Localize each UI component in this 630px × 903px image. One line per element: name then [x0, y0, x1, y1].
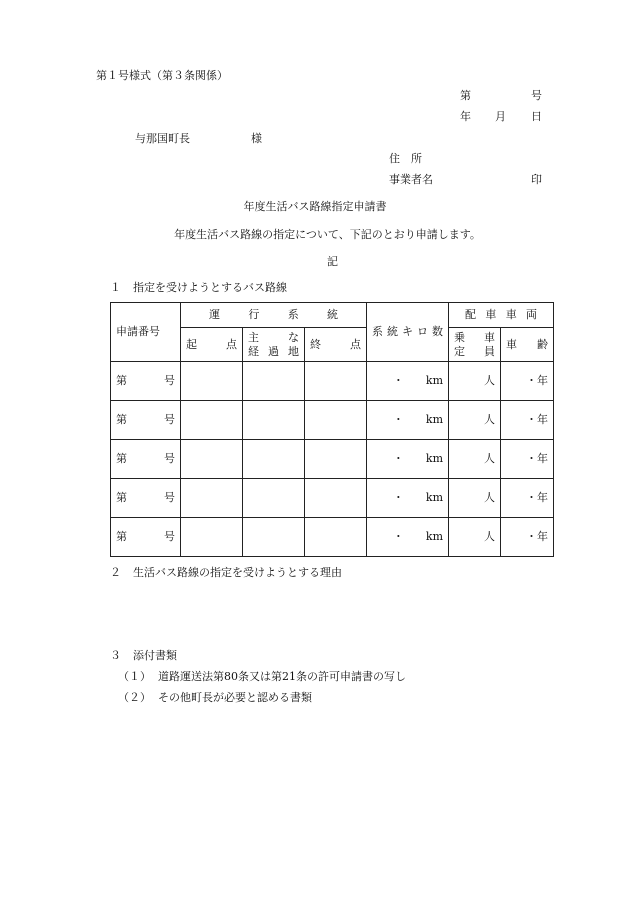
row-start-point	[181, 440, 243, 479]
date-year: 年	[460, 110, 471, 123]
header-vehicle-age: 車 齢	[501, 328, 554, 362]
row-route-km: ・ km	[367, 479, 449, 518]
row-capacity: 人	[449, 440, 501, 479]
document-title: 年度生活バス路線指定申請書	[243, 200, 387, 213]
row-start-point	[181, 479, 243, 518]
row-route-km: ・ km	[367, 518, 449, 557]
date-day: 日	[531, 110, 542, 123]
section3-number: ３	[110, 649, 121, 662]
row-route-km: ・ km	[367, 440, 449, 479]
header-start-point: 起 点	[181, 328, 243, 362]
header-route-km: 系 統 キ ロ 数	[367, 303, 449, 362]
row-end-point	[305, 401, 367, 440]
row-vehicle-age: ・年	[501, 518, 554, 557]
row-capacity: 人	[449, 401, 501, 440]
intro-sentence: 年度生活バス路線の指定について、下記のとおり申請します。	[174, 228, 481, 241]
row-end-point	[305, 479, 367, 518]
applicant-address-label: 住 所	[389, 152, 422, 165]
header-end-point: 終 点	[305, 328, 367, 362]
date-month: 月	[495, 110, 506, 123]
seal-mark: 印	[531, 173, 542, 186]
section1-title: 指定を受けようとするバス路線	[133, 281, 287, 294]
form-label: 第１号様式（第３条関係）	[96, 69, 228, 82]
row-end-point	[305, 362, 367, 401]
table-row	[111, 362, 554, 401]
addressee-honorific: 様	[251, 132, 262, 145]
row-vehicle-age: ・年	[501, 479, 554, 518]
attachment-item-text: その他町長が必要と認める書類	[158, 691, 312, 704]
table-row	[111, 401, 554, 440]
attachment-item-number: （１）	[118, 670, 151, 683]
header-main-via: 主 な 経 過 地	[243, 328, 305, 362]
header-application-number: 申請番号	[111, 303, 181, 362]
row-capacity: 人	[449, 479, 501, 518]
table-row	[111, 440, 554, 479]
row-end-point	[305, 518, 367, 557]
row-vehicle-age: ・年	[501, 362, 554, 401]
section2-title: 生活バス路線の指定を受けようとする理由	[133, 566, 342, 579]
row-capacity: 人	[449, 518, 501, 557]
header-route: 運 行 系 統	[181, 303, 367, 328]
row-start-point	[181, 401, 243, 440]
attachment-item-number: （２）	[118, 691, 151, 704]
section2-number: ２	[110, 566, 121, 579]
row-route-km: ・ km	[367, 362, 449, 401]
row-application-number: 第 号	[111, 518, 181, 557]
doc-number-suffix: 号	[531, 89, 542, 102]
row-application-number: 第 号	[111, 401, 181, 440]
row-main-via	[243, 362, 305, 401]
row-application-number: 第 号	[111, 479, 181, 518]
row-vehicle-age: ・年	[501, 440, 554, 479]
applicant-name-label: 事業者名	[389, 173, 433, 186]
row-main-via	[243, 440, 305, 479]
doc-number-prefix: 第	[460, 89, 471, 102]
route-table	[110, 302, 554, 557]
section3-title: 添付書類	[133, 649, 177, 662]
table-row	[111, 518, 554, 557]
row-start-point	[181, 362, 243, 401]
row-main-via	[243, 518, 305, 557]
row-application-number: 第 号	[111, 440, 181, 479]
row-end-point	[305, 440, 367, 479]
attachment-item-text: 道路運送法第80条又は第21条の許可申請書の写し	[158, 670, 406, 683]
ki-mark: 記	[327, 255, 338, 268]
row-route-km: ・ km	[367, 401, 449, 440]
section1-number: １	[110, 281, 121, 294]
row-main-via	[243, 479, 305, 518]
row-application-number: 第 号	[111, 362, 181, 401]
table-row	[111, 479, 554, 518]
header-vehicle: 配 車 車 両	[449, 303, 554, 328]
addressee-name: 与那国町長	[135, 132, 190, 145]
header-capacity: 乗 車 定 員	[449, 328, 501, 362]
row-capacity: 人	[449, 362, 501, 401]
row-start-point	[181, 518, 243, 557]
row-vehicle-age: ・年	[501, 401, 554, 440]
row-main-via	[243, 401, 305, 440]
